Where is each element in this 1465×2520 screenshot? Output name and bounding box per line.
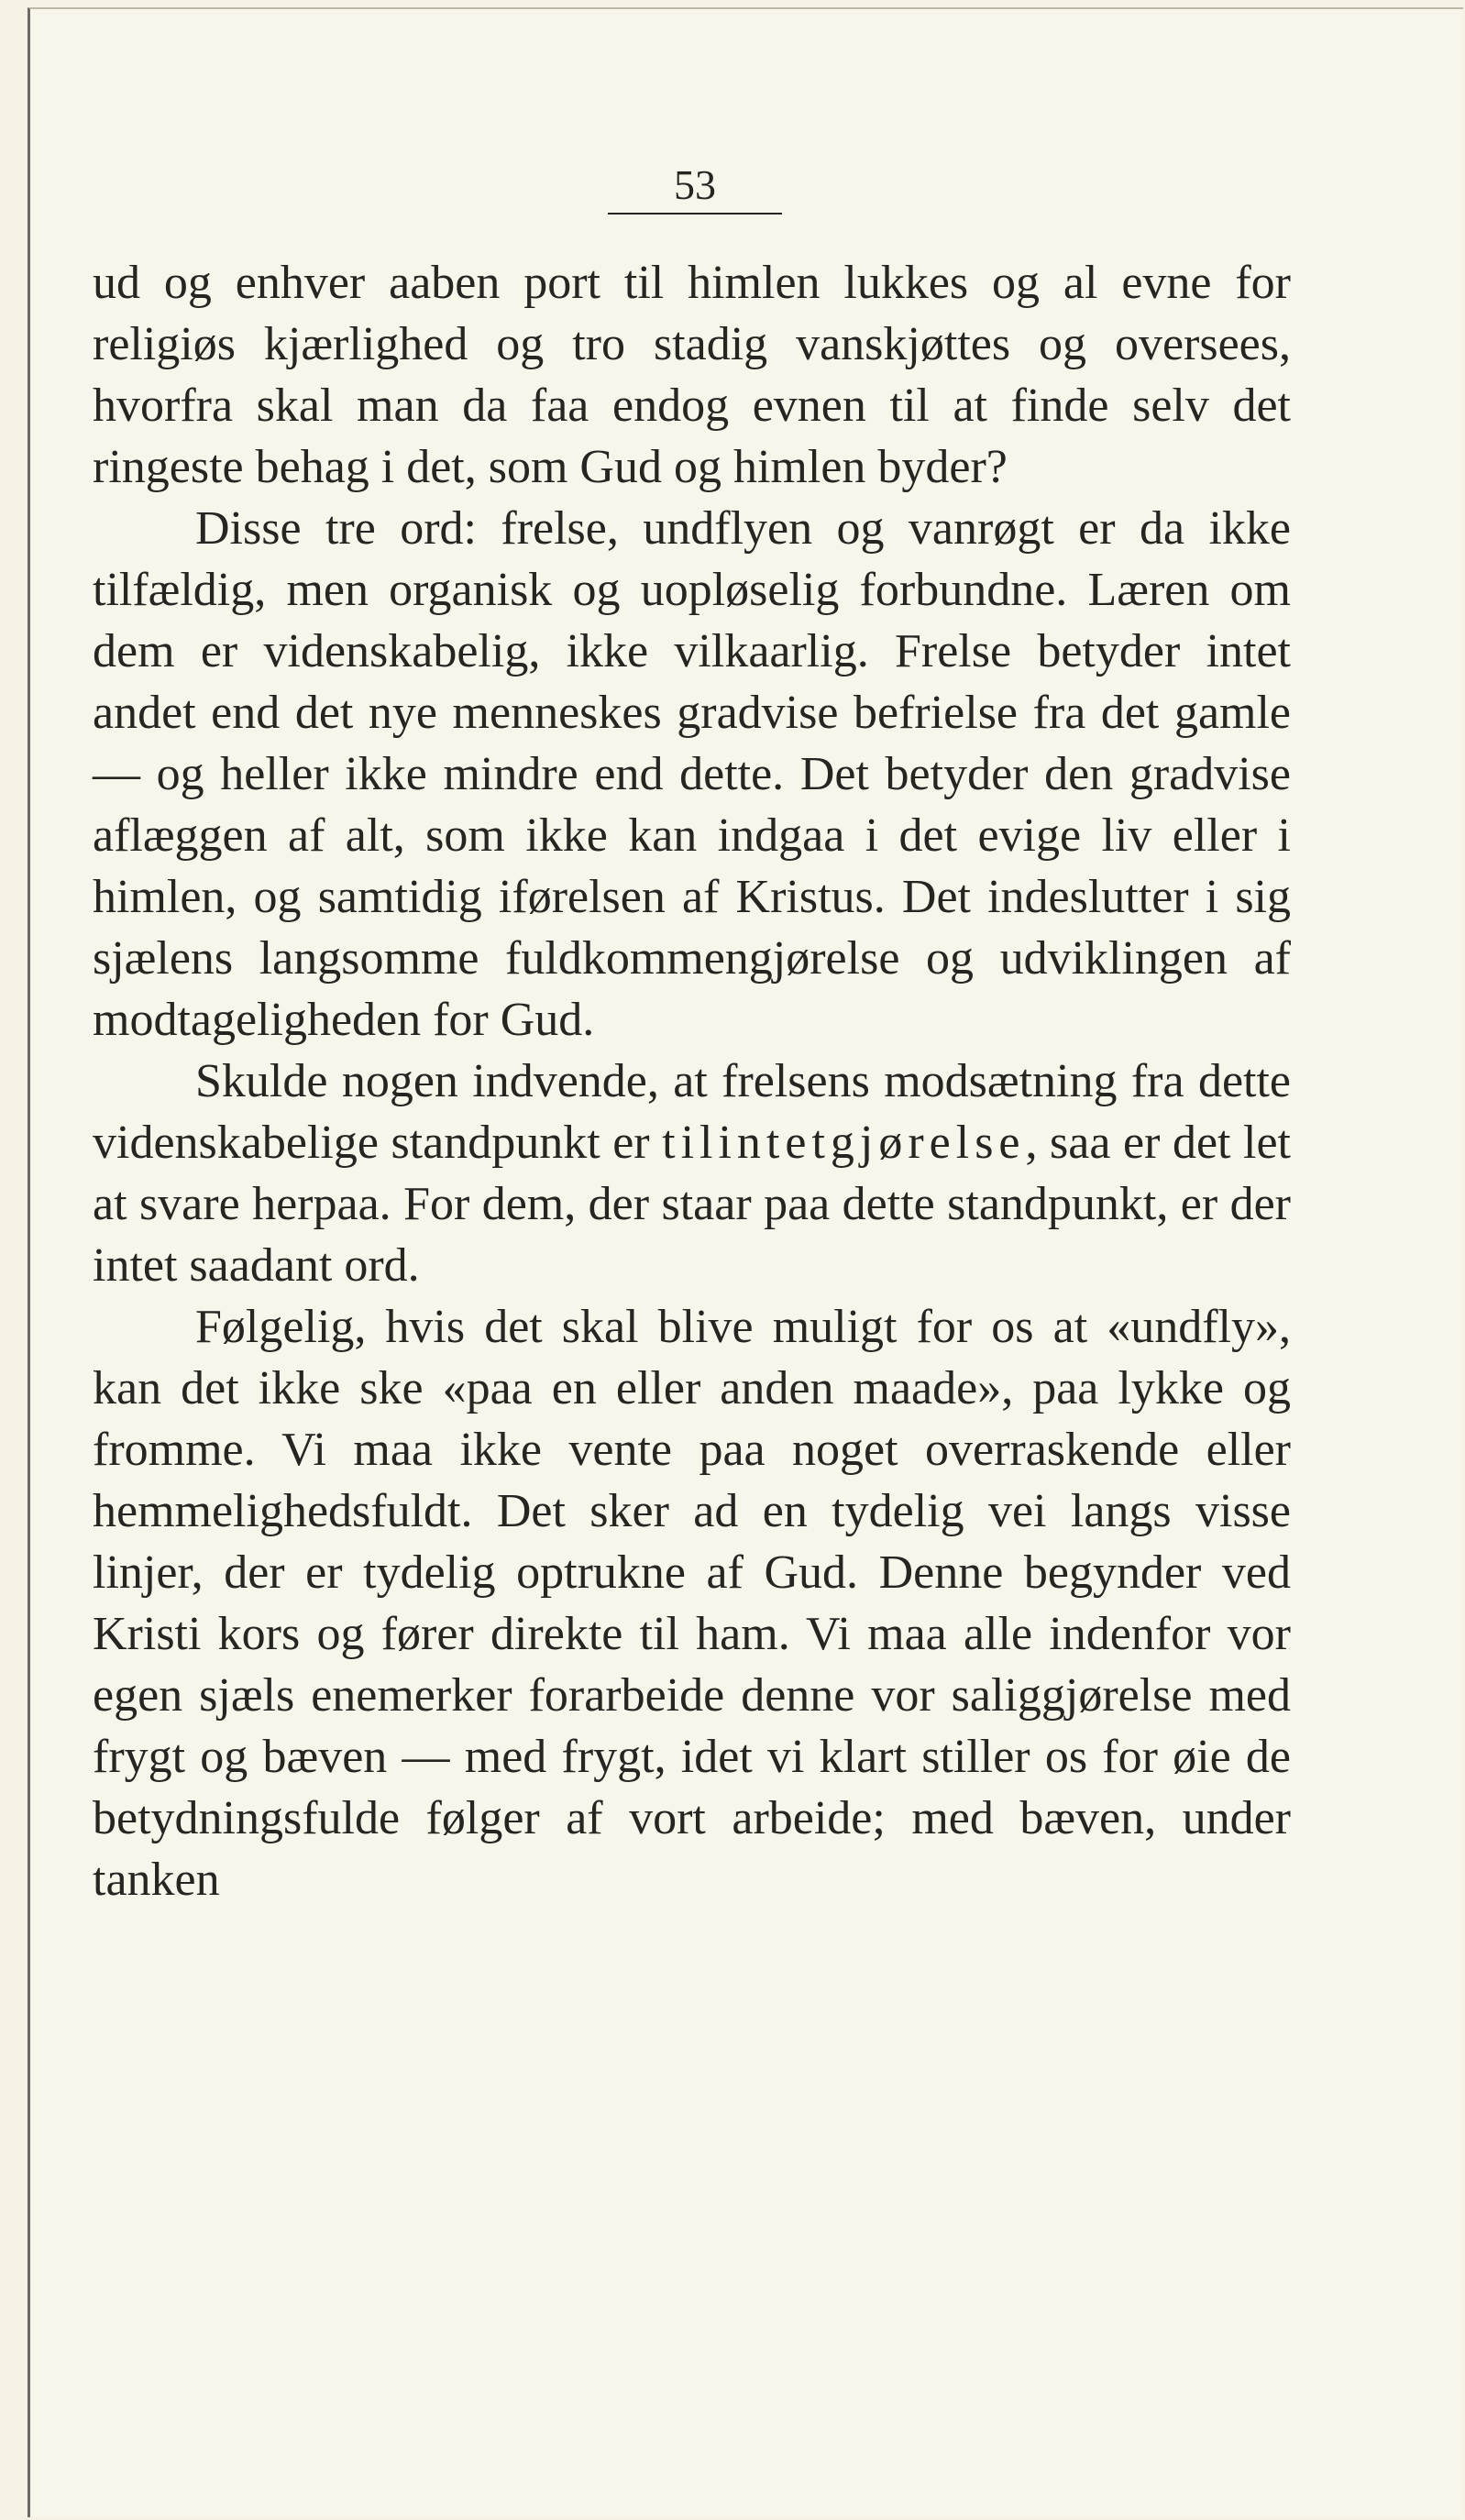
- paragraph-3: [93, 1051, 1291, 1296]
- paragraph-3-after: , saa er det let at svare herpaa. For dem, der staar paa dette standpunkt, er der intet saadant ord.: [93, 1117, 1291, 1292]
- page-number: 53: [608, 158, 782, 215]
- book-page: [28, 7, 1463, 2517]
- paragraph-4: Følgelig, hvis det skal blive muligt for os at «undfly», kan det ikke ske «paa en eller anden maade», paa lykke og fromme. Vi maa ikke vente paa noget overraskende eller hemmelighedsfuldt. Det sker ad en tydelig vei langs visse linjer, der er tydelig optrukne af Gud. Denne begynder ved Kristi kors og fører direkte til ham. Vi maa alle indenfor vor egen sjæls enemerker forarbeide denne vor saliggjørelse med frygt og bæven — med frygt, idet vi klart stiller os for øie de betydningsfulde følger af vort arbeide; med bæven, under tanken: [93, 1301, 1291, 1906]
- paragraph-3-before: Skulde nogen indvende, at frelsens modsætning fra dette videnskabelige standpunkt er: [93, 1055, 1291, 1169]
- emphasized-word: tilintetgjørelse: [662, 1117, 1026, 1169]
- body-text: [93, 252, 1291, 1910]
- paragraph-1: ud og enhver aaben port til himlen lukkes og al evne for religiøs kjærlighed og tro stadig vanskjøttes og oversees, hvorfra skal man da faa endog evnen til at finde selv det ringeste behag i det, som Gud og himlen byder?: [93, 257, 1291, 493]
- paragraph-2: Disse tre ord: frelse, undflyen og vanrøgt er da ikke tilfældig, men organisk og uopløselig forbundne. Læren om dem er videnskabelig, ikke vilkaarlig. Frelse betyder intet andet end det nye menneskes gradvise befrielse fra det gamle — og heller ikke mindre end dette. Det betyder den gradvise aflæggen af alt, som ikke kan indgaa i det evige liv eller i himlen, og samtidig iførelsen af Kristus. Det indeslutter i sig sjælens langsomme fuldkommengjørelse og udviklingen af modtageligheden for Gud.: [93, 502, 1291, 1046]
